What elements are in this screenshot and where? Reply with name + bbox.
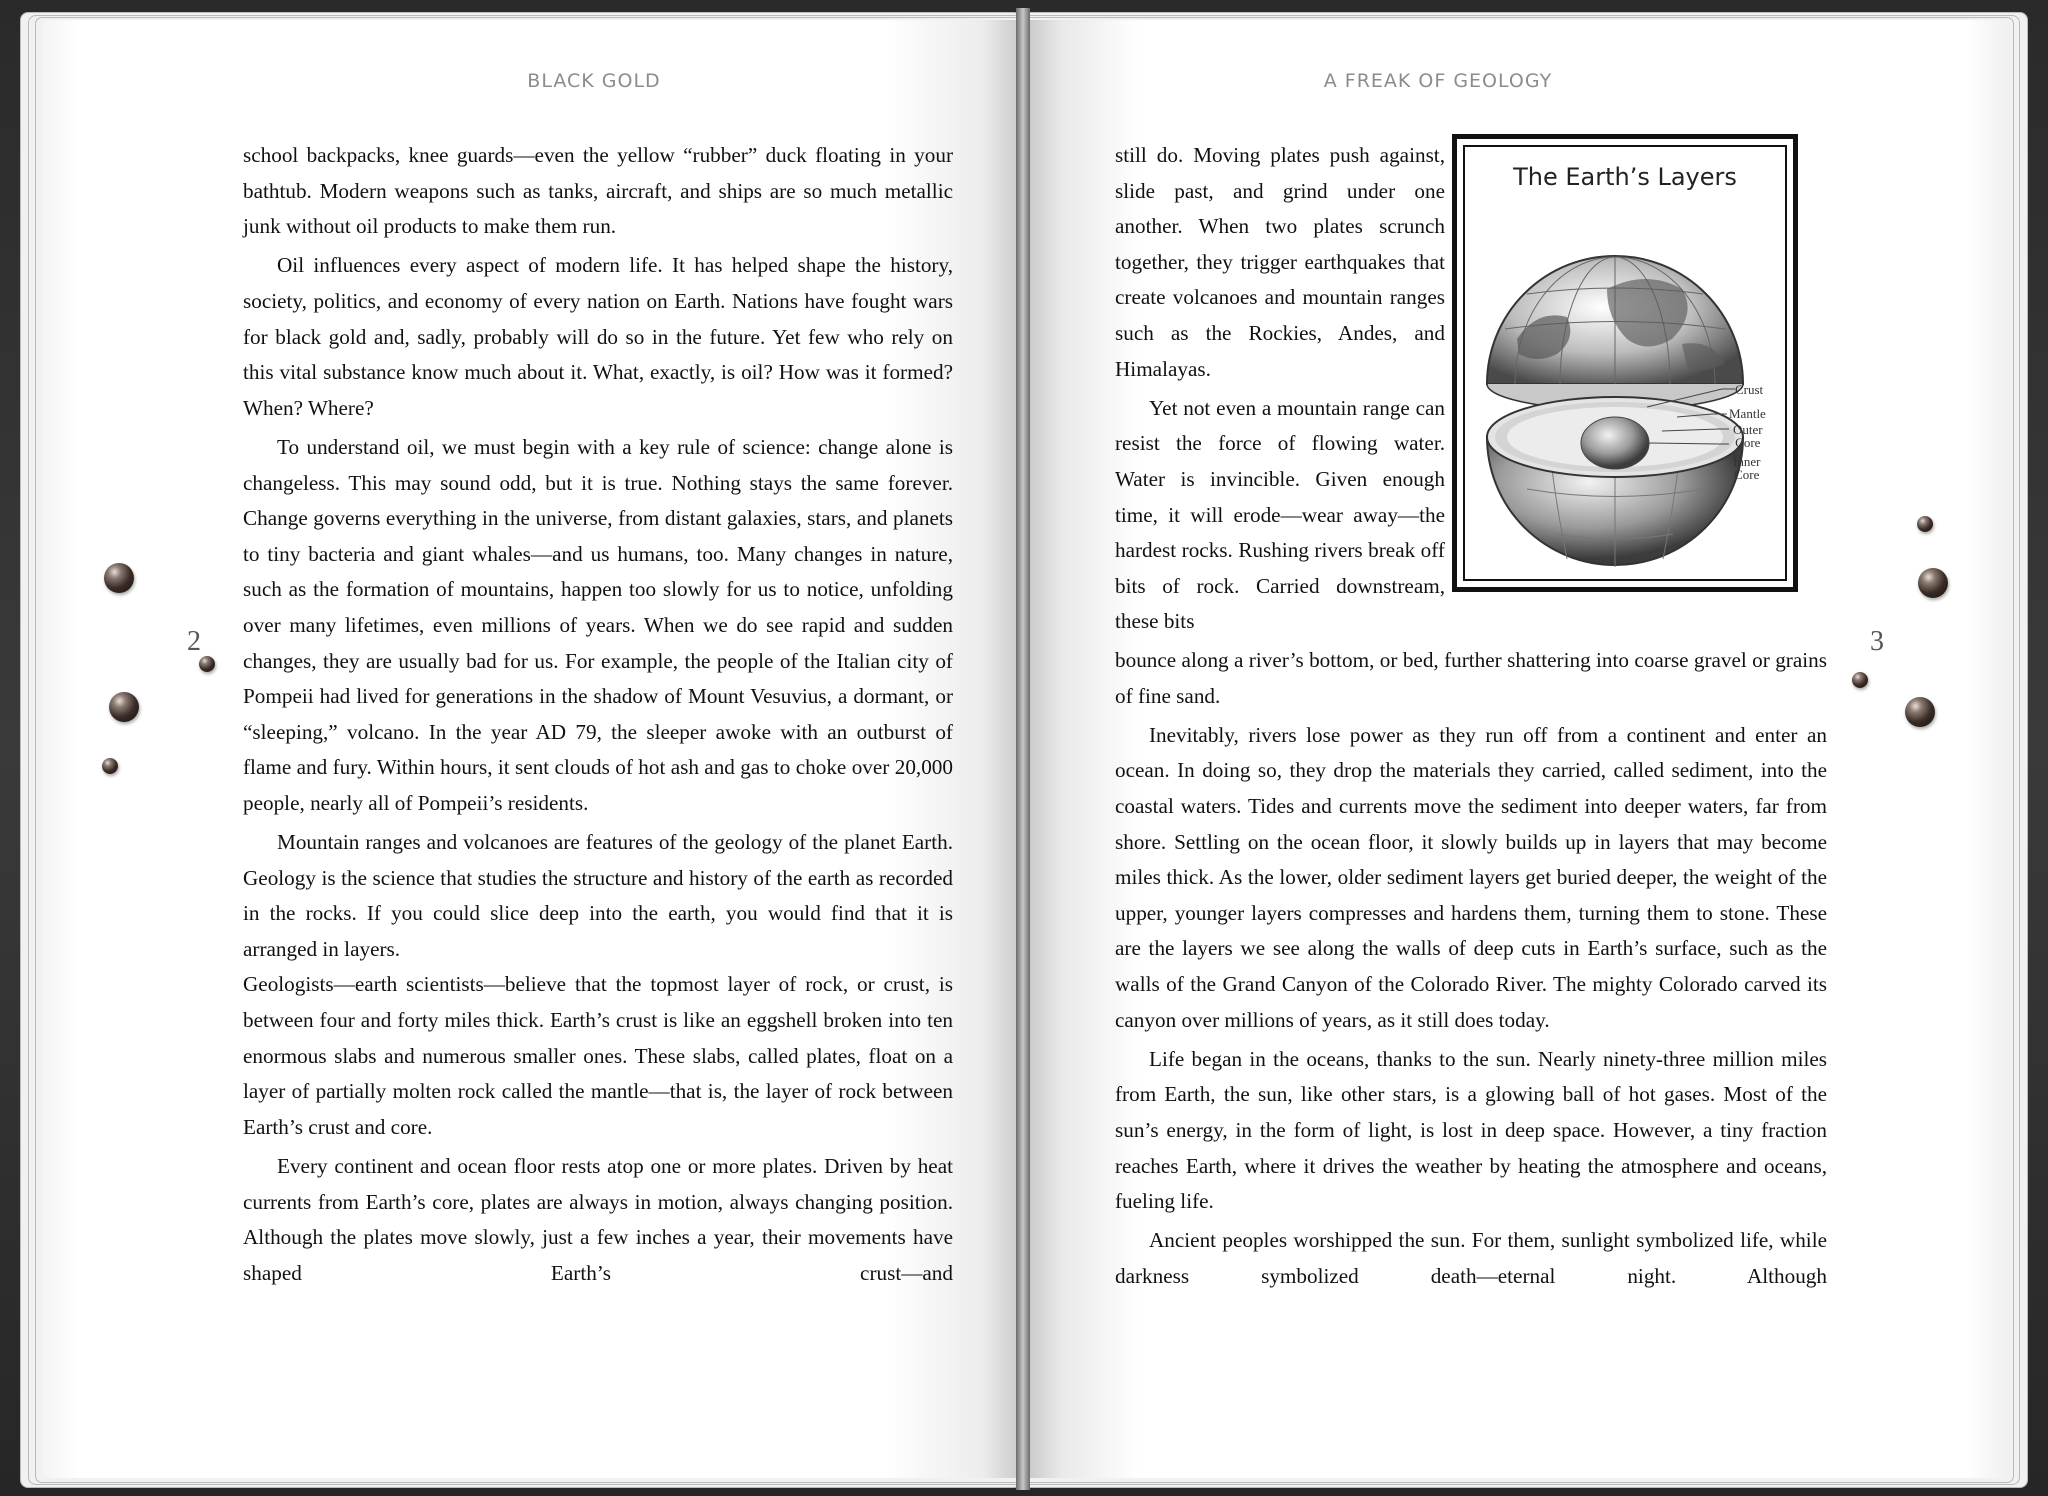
label-inner-core [1733,455,1760,481]
label-inner-core-line2: Core [1734,467,1760,482]
paragraph: Every continent and ocean floor rests atop one or more plates. Driven by heat currents from Earth’s core, plates are always in motion, always changing position. Although the plates move slowly, just a few inches a year, their movements have shaped Earth’s crust—and [243,1154,953,1285]
paragraph: Geologists—earth scientists—believe that the topmost layer of rock, or crust, is between four and forty miles thick. Earth’s crust is like an eggshell broken into ten enormous slabs and numerous smaller ones. These slabs, called plates, float on a layer of partially molten rock called the mantle—that is, the layer of rock between Earth’s crust and core. [243,972,953,1139]
paragraph-text: Oil influences every aspect of modern life. It has helped shape the history, society, politics, and economy of every nation on Earth. Nations have fought wars for black gold and, sadly, probably will do so in the future. Yet few who rely on this vital substance know much about it. What, exactly, is oil? How was it formed? When? Where? [243,253,953,420]
left-page-number: 2 [187,626,201,657]
label-outer-core-line1: Outer [1733,422,1763,437]
paragraph: bounce along a river’s bottom, or bed, further shattering into coarse gravel or grains of fine sand. [1115,648,1827,708]
oil-drop-decoration [1852,672,1868,688]
paragraph: To understand oil, we must begin with a key rule of science: change alone is changeless. This may sound odd, but it is true. Nothing stays the same forever. Change governs everything in the universe, from distant galaxies, stars, and planets to tiny bacteria and giant whales—and us humans, too. Many changes in nature, such as the formation of mountains, happen too slowly for us to notice, unfolding over many lifetimes, even millions of years. When we do see rapid and sudden changes, they are usually bad for us. For example, the people of the Italian city of Pompeii had lived for generations in the shadow of Mount Vesuvius, a dormant, or “sleeping,” volcano. In the year AD 79, the sleeper awoke with an outburst of flame and fury. Within hours, it sent clouds of hot ash and gas to choke over 20,000 people, nearly all of Pompeii’s residents. [243,434,953,815]
left-page[interactable] [42,20,1022,1478]
oil-drop-decoration [199,656,215,672]
paragraph: Mountain ranges and volcanoes are features of the geology of the planet Earth. Geology is the science that studies the structure and history of the earth as recorded in the rocks. If you could slice deep into the earth, you would find that it is arranged in layers. [243,830,953,961]
lower-hemisphere [1487,397,1743,567]
earth-layers-figure [1452,134,1798,592]
oil-drop-decoration [109,692,139,722]
label-outer-core-line2: Core [1735,435,1761,450]
paragraph: school backpacks, knee guards—even the yellow “rubber” duck floating in your bathtub. Modern weapons such as tanks, aircraft, and ships are so much metallic junk without oil products to make them run. [243,143,953,239]
label-outer-core [1733,423,1763,449]
left-running-head: BLACK GOLD [527,70,661,92]
label-mantle: Mantle [1729,406,1766,421]
right-body-text [1115,643,1827,1294]
left-body-text [243,138,953,1291]
paragraph [243,248,953,426]
oil-drop-decoration [1918,568,1948,598]
oil-drop-decoration [104,563,134,593]
book-spine [1016,8,1030,1490]
oil-drop-decoration [1905,697,1935,727]
oil-drop-decoration [1917,516,1933,532]
right-wrap-text [1115,138,1445,640]
oil-drop-decoration [102,758,118,774]
paragraph: Yet not even a mountain range can resist the force of flowing water. Water is invincible. Given enough time, it will erode—wear away—the hardest rocks. Rushing rivers break off bits of rock. Carried downstream, these bits [1115,395,1445,634]
paragraph: still do. Moving plates push against, slide past, and grind under one another. When two plates scrunch together, they trigger earthquakes that create volcanoes and mountain ranges such as the Rockies, Andes, and Himalayas. [1115,143,1445,381]
upper-hemisphere [1487,256,1743,410]
label-crust: Crust [1735,382,1764,397]
label-inner-core-line1: Inner [1733,454,1761,469]
paragraph: Inevitably, rivers lose power as they run off from a continent and enter an ocean. In doing so, they drop the materials they carried, called sediment, into the coastal waters. Tides and currents move the sediment into deeper waters, far from shore. Settling on the ocean floor, it slowly builds up in layers that may become miles thick. As the lower, older sediment layers get buried deeper, the weight of the upper, younger layers compresses and hardens them, turning them to stone. These are the layers we see along the walls of deep cuts in Earth’s surface, such as the walls of the Grand Canyon of the Colorado River. The mighty Colorado carved its canyon over millions of years, as it still does today. [1115,722,1827,1032]
right-page-number: 3 [1870,626,1884,657]
earth-layers-illustration [1457,139,1793,587]
figure-title: The Earth’s Layers [1513,163,1737,191]
paragraph: Ancient peoples worshipped the sun. For them, sunlight symbolized life, while darkness symbolized death—eternal night. Although [1115,1228,1827,1288]
right-running-head: A FREAK OF GEOLOGY [1323,70,1553,92]
paragraph: Life began in the oceans, thanks to the sun. Nearly ninety-three million miles from Earth, the sun, like other stars, is a glowing ball of hot gases. Most of the sun’s energy, in the form of light, is lost in deep space. However, a tiny fraction reaches Earth, where it drives the weather by heating the atmosphere and oceans, fueling life. [1115,1046,1827,1214]
